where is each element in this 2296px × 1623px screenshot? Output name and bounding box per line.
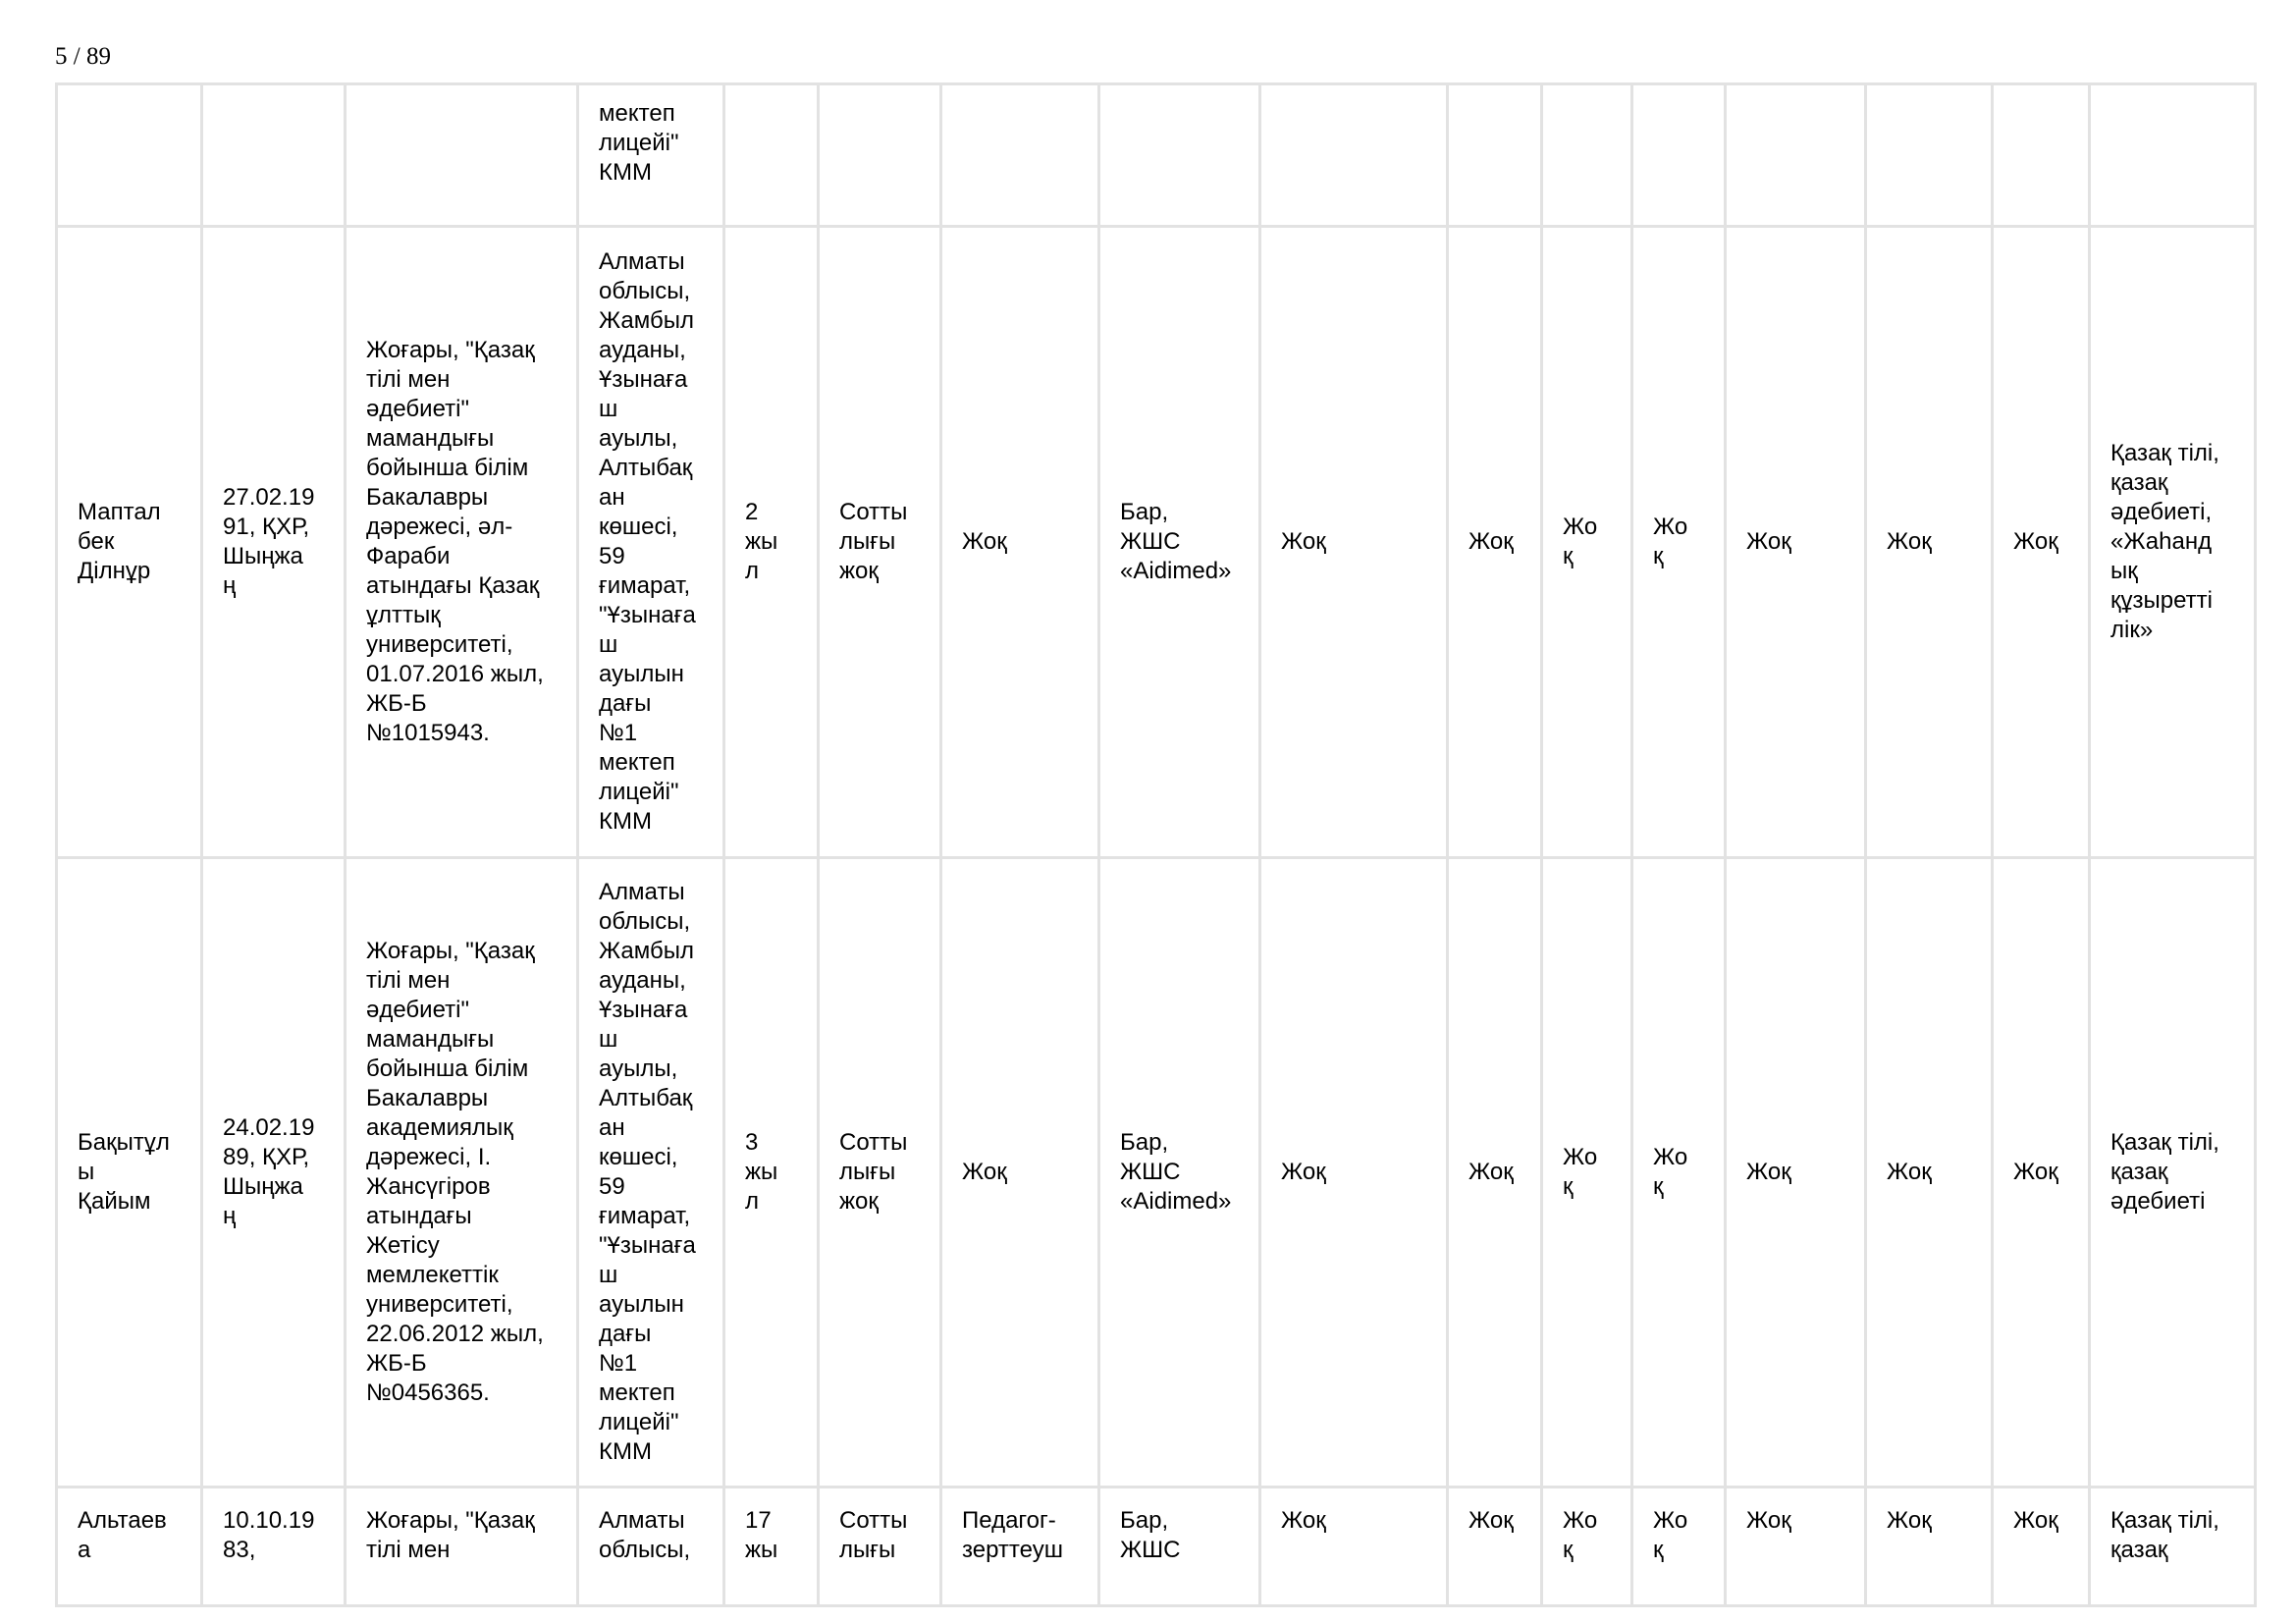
table-cell: Жоқ — [1260, 1488, 1448, 1606]
table-cell: Жоқ — [1866, 858, 1993, 1488]
table-cell: Сотты лығы — [819, 1488, 941, 1606]
table-cell: Жоғары, "Қазақ тілі мен — [346, 1488, 578, 1606]
table-cell: Бар, ЖШС «Aidimed» — [1099, 227, 1260, 858]
table-cell: Жо қ — [1542, 227, 1632, 858]
table-cell: Жоқ — [1260, 858, 1448, 1488]
table-cell — [1542, 84, 1632, 227]
table-cell — [724, 84, 819, 227]
table-cell: Жоқ — [1993, 858, 2090, 1488]
table-cell: Жоқ — [1726, 858, 1866, 1488]
table-cell: Жоқ — [1448, 1488, 1542, 1606]
table-cell — [941, 84, 1099, 227]
table-cell: 3 жы л — [724, 858, 819, 1488]
table-cell: Жоқ — [1260, 227, 1448, 858]
table-cell: 2 жы л — [724, 227, 819, 858]
table-cell: Жо қ — [1542, 1488, 1632, 1606]
table-cell — [1726, 84, 1866, 227]
table-cell: Альтаев а — [57, 1488, 202, 1606]
table-cell: Бар, ЖШС «Aidimed» — [1099, 858, 1260, 1488]
table-cell: Жо қ — [1632, 227, 1726, 858]
table-cell: Жо қ — [1632, 858, 1726, 1488]
table-cell — [1099, 84, 1260, 227]
table-cell: Жоқ — [941, 858, 1099, 1488]
table-cell — [819, 84, 941, 227]
candidates-table — [55, 82, 2257, 1607]
table-cell: Жоғары, "Қазақ тілі мен әдебиеті" мамандығы бойынша білім Бакалавры дәрежесі, әл- Фараби атындағы Қазақ ұлттық университеті, 01.07.2016 жыл, ЖБ-Б №1015943. — [346, 227, 578, 858]
table-cell: Алматы облысы, Жамбыл ауданы, Ұзынаға ш ауылы, Алтыбақ ан көшесі, 59 ғимарат, "Ұзынаға ш ауылын дағы №1 мектеп лицейі" КММ — [578, 858, 724, 1488]
table-cell — [1632, 84, 1726, 227]
table-cell: Жоқ — [1726, 227, 1866, 858]
table-cell — [57, 84, 202, 227]
page-counter: 5 / 89 — [55, 43, 111, 70]
table-cell: 10.10.19 83, — [202, 1488, 346, 1606]
table-cell: Жоқ — [1448, 227, 1542, 858]
table-cell: 17 жы — [724, 1488, 819, 1606]
table-cell: Жо қ — [1632, 1488, 1726, 1606]
table-cell: мектеп лицейі" КММ — [578, 84, 724, 227]
table-cell: Қазақ тілі, қазақ әдебиеті — [2090, 858, 2256, 1488]
table-cell: Бақытұл ы Қайым — [57, 858, 202, 1488]
table-cell: Қазақ тілі, қазақ — [2090, 1488, 2256, 1606]
table-cell: Бар, ЖШС — [1099, 1488, 1260, 1606]
table-cell — [202, 84, 346, 227]
table-cell — [346, 84, 578, 227]
table-cell: Маптал бек Ділнұр — [57, 227, 202, 858]
table-cell: Жоқ — [941, 227, 1099, 858]
table-cell — [2090, 84, 2256, 227]
table-cell: Жоқ — [1866, 1488, 1993, 1606]
table-cell: Сотты лығы жоқ — [819, 858, 941, 1488]
table-cell — [1448, 84, 1542, 227]
table-cell: 24.02.19 89, ҚХР, Шыңжа ң — [202, 858, 346, 1488]
table-cell: Жоқ — [1866, 227, 1993, 858]
table-cell: Жоқ — [1448, 858, 1542, 1488]
table-cell: Жоқ — [1726, 1488, 1866, 1606]
table-cell: Педагог- зерттеуш — [941, 1488, 1099, 1606]
table-row — [57, 227, 2256, 858]
table-cell: Қазақ тілі, қазақ әдебиеті, «Жаһанд ық құзыретті лік» — [2090, 227, 2256, 858]
table-row — [57, 84, 2256, 227]
table-cell: Алматы облысы, — [578, 1488, 724, 1606]
table-cell: Жоқ — [1993, 1488, 2090, 1606]
table-cell: 27.02.19 91, ҚХР, Шыңжа ң — [202, 227, 346, 858]
table-cell: Сотты лығы жоқ — [819, 227, 941, 858]
table-row — [57, 858, 2256, 1488]
table-cell: Алматы облысы, Жамбыл ауданы, Ұзынаға ш ауылы, Алтыбақ ан көшесі, 59 ғимарат, "Ұзынаға ш ауылын дағы №1 мектеп лицейі" КММ — [578, 227, 724, 858]
table-cell — [1993, 84, 2090, 227]
table-cell: Жоғары, "Қазақ тілі мен әдебиеті" мамандығы бойынша білім Бакалавры академиялық дәрежесі, І. Жансүгіров атындағы Жетісу мемлекеттік университеті, 22.06.2012 жыл, ЖБ-Б №0456365. — [346, 858, 578, 1488]
table-cell — [1866, 84, 1993, 227]
table-cell — [1260, 84, 1448, 227]
table-cell: Жоқ — [1993, 227, 2090, 858]
table-cell: Жо қ — [1542, 858, 1632, 1488]
table-row — [57, 1488, 2256, 1606]
